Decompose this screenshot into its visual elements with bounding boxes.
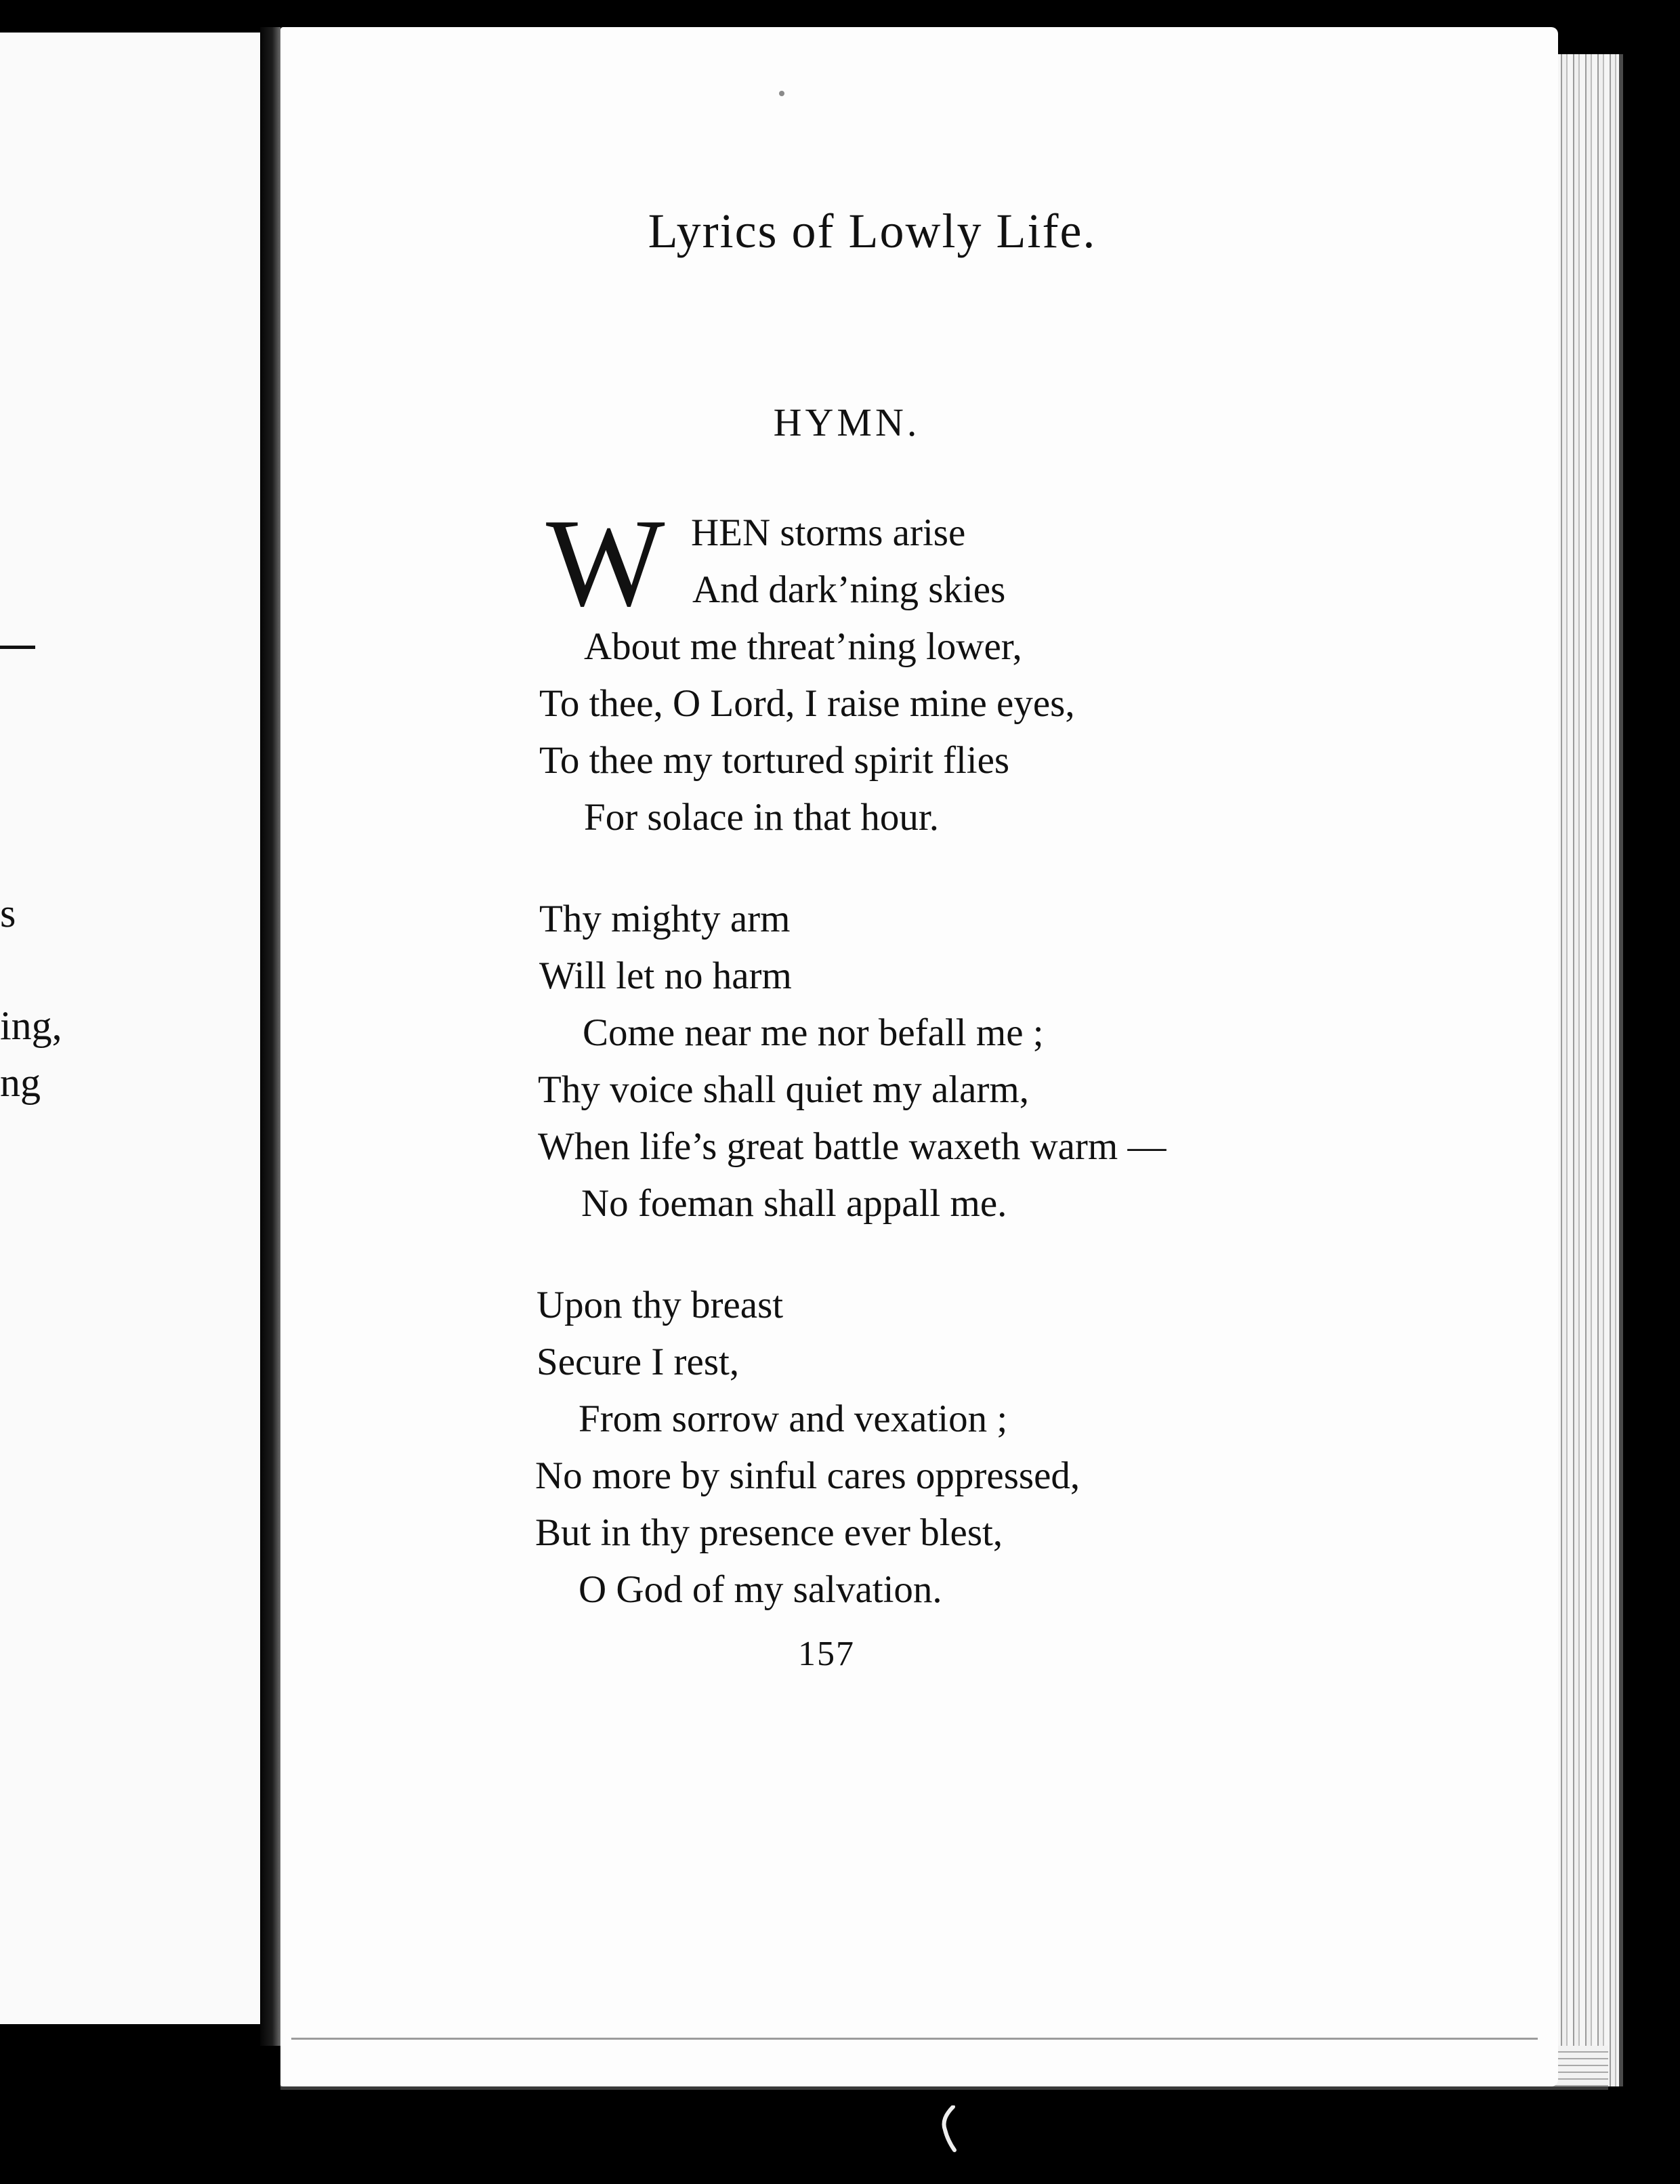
poem-line: About me threat’ning lower,	[584, 625, 1022, 668]
drop-cap: W	[546, 493, 665, 633]
poem-line: Upon thy breast	[537, 1284, 784, 1326]
book-gutter	[260, 27, 280, 2046]
poem-line: HEN storms arise	[691, 511, 966, 554]
poem-line: Come near me nor befall me ;	[583, 1011, 1044, 1054]
poem-line: For solace in that hour.	[584, 796, 939, 839]
facing-page-fragment: ng	[0, 1060, 41, 1105]
poem-line: But in thy presence ever blest,	[535, 1511, 1003, 1554]
poem-line: And dark’ning skies	[692, 568, 1006, 611]
poem-line: O God of my salvation.	[579, 1568, 942, 1611]
poem-line: No foeman shall appall me.	[581, 1182, 1007, 1225]
poem-line: Will let no harm	[539, 954, 792, 997]
poem-title: HYMN.	[773, 400, 921, 444]
page-number: 157	[798, 1635, 855, 1673]
poem-line: From sorrow and vexation ;	[579, 1398, 1008, 1440]
page-marker-icon	[938, 2105, 959, 2153]
running-head: Lyrics of Lowly Life.	[648, 204, 1097, 258]
poem-line: When life’s great battle waxeth warm —	[538, 1125, 1167, 1168]
poem-line: To thee, O Lord, I raise mine eyes,	[539, 682, 1075, 725]
poem-line: To thee my tortured spirit flies	[539, 739, 1010, 782]
poem-line: Thy mighty arm	[539, 898, 791, 940]
facing-page-fragment: ing,	[0, 1003, 62, 1048]
section-rule	[0, 646, 35, 649]
poem-line: Secure I rest,	[537, 1341, 740, 1383]
book-page	[280, 27, 1558, 2086]
paper-fleck	[779, 91, 784, 96]
facing-page	[0, 33, 264, 2024]
poem-line: No more by sinful cares oppressed,	[535, 1454, 1080, 1497]
poem-line: Thy voice shall quiet my alarm,	[538, 1068, 1029, 1111]
facing-page-fragment: s	[0, 891, 16, 936]
page-crease	[291, 2038, 1538, 2040]
